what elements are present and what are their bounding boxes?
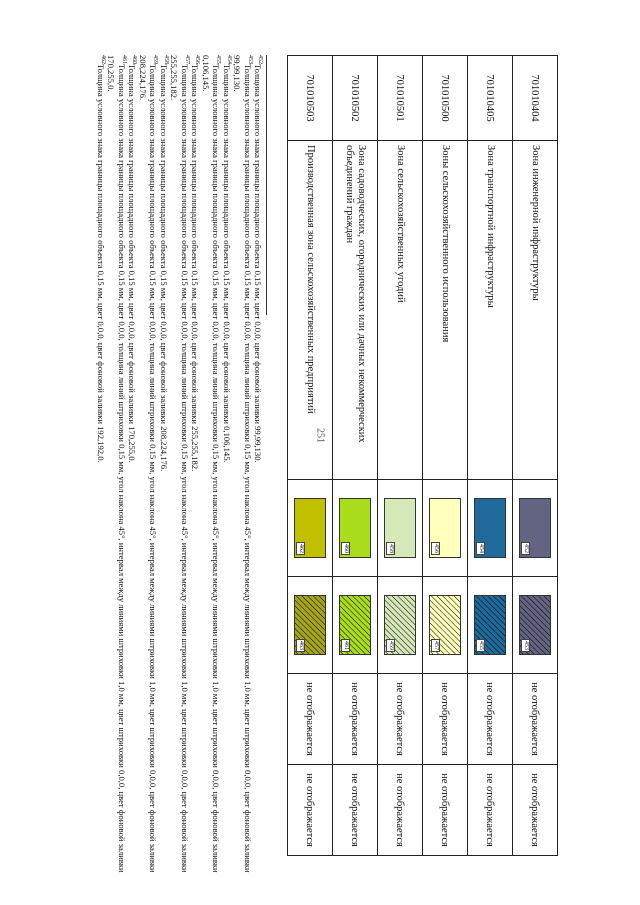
hatch-swatch-cell bbox=[288, 577, 333, 674]
fill-swatch bbox=[384, 498, 416, 558]
footnote-text: Толщина условного знака границы площадного объекта 0,15 мм, цвет 0,0,0, толщина линий штриховки 0,15 мм, угол наклона 45°, интервал между линиями штриховки 1,0 мм, цвет штриховки 0,0,0, цвет фоновой заливки 99,99,130. bbox=[232, 55, 253, 873]
footnote-text: Толщина условного знака границы площадного объекта 0,15 мм, цвет 0,0,0, цвет фоновой заливки 192,192,0. bbox=[95, 64, 106, 463]
footnote-ref: 457 bbox=[433, 641, 439, 650]
table-row bbox=[288, 56, 333, 856]
footnote-number: 454 bbox=[225, 55, 232, 64]
fill-swatch-cell bbox=[513, 480, 558, 577]
footnotes bbox=[95, 55, 263, 875]
table-row bbox=[513, 56, 558, 856]
hatch-swatch bbox=[474, 595, 506, 655]
display-cell-a: не отображается bbox=[423, 674, 468, 765]
footnote-ref: 458 bbox=[388, 544, 394, 553]
fill-swatch-cell bbox=[288, 480, 333, 577]
footnote-text: Толщина условного знака границы площадного объекта 0,15 мм, цвет 0,0,0, толщина линий штриховки 0,15 мм, угол наклона 45°, интервал между линиями штриховки 1,0 мм, цвет штриховки 0,0,0, цвет фоновой заливки 0,106,145. bbox=[200, 55, 222, 873]
hatch-swatch-cell bbox=[468, 577, 513, 674]
footnote bbox=[137, 55, 158, 875]
zone-code: 701010502 bbox=[333, 56, 378, 141]
zone-code: 701010500 bbox=[423, 56, 468, 141]
zone-code: 701010405 bbox=[468, 56, 513, 141]
fill-swatch bbox=[474, 498, 506, 558]
fill-swatch bbox=[429, 498, 461, 558]
fill-swatch bbox=[294, 498, 326, 558]
footnote-text: Толщина условного знака границы площадного объекта 0,15 мм, цвет 0,0,0, толщина линий штриховки 0,15 мм, угол наклона 45°, интервал между линиями штриховки 1,0 мм, цвет штриховки 0,0,0, цвет фоновой заливки 170,255,0. bbox=[106, 55, 127, 873]
display-cell-b: не отображается bbox=[513, 765, 558, 856]
footnote bbox=[158, 55, 168, 875]
display-cell-b: не отображается bbox=[423, 765, 468, 856]
footnote bbox=[95, 55, 105, 875]
footnote-text: Толщина условного знака границы площадного объекта 0,15 мм, цвет 0,0,0, цвет фоновой заливки 99,99,130. bbox=[253, 64, 263, 463]
table-row bbox=[333, 56, 378, 856]
zones-table bbox=[287, 55, 558, 856]
display-cell-b: не отображается bbox=[333, 765, 378, 856]
footnote-text: Толщина условного знака границы площадного объекта 0,15 мм, цвет 0,0,0, цвет фоновой заливки 208,224,176. bbox=[158, 64, 169, 472]
display-cell-b: не отображается bbox=[288, 765, 333, 856]
footnote-ref: 455 bbox=[478, 641, 484, 650]
zone-name: Зоны сельскохозяйственного использования bbox=[423, 141, 468, 480]
footnote-separator bbox=[266, 55, 267, 315]
footnote-number: 461 bbox=[120, 55, 127, 64]
hatch-swatch bbox=[294, 595, 326, 655]
hatch-swatch-cell bbox=[333, 577, 378, 674]
display-cell-a: не отображается bbox=[378, 674, 423, 765]
footnote-ref: 452 bbox=[523, 544, 529, 553]
footnote-ref: 462 bbox=[298, 544, 304, 553]
hatch-swatch bbox=[429, 595, 461, 655]
footnote-number: 458 bbox=[162, 55, 169, 64]
hatch-swatch-cell bbox=[513, 577, 558, 674]
footnote-number: 456 bbox=[193, 55, 200, 64]
hatch-swatch bbox=[339, 595, 371, 655]
footnote bbox=[200, 55, 221, 875]
footnote-ref: 461 bbox=[343, 641, 349, 650]
footnote-text: Толщина условного знака границы площадного объекта 0,15 мм, цвет 0,0,0, цвет фоновой заливки 170,255,0. bbox=[127, 64, 138, 463]
footnote bbox=[221, 55, 231, 875]
footnote bbox=[169, 55, 190, 875]
hatch-swatch bbox=[519, 595, 551, 655]
fill-swatch bbox=[339, 498, 371, 558]
footnote bbox=[190, 55, 200, 875]
footnote-ref: 460 bbox=[343, 544, 349, 553]
footnote-ref: 459 bbox=[388, 641, 394, 650]
footnote-number: 460 bbox=[131, 55, 138, 64]
footnote-text: Толщина условного знака границы площадного объекта 0,15 мм, цвет 0,0,0, цвет фоновой заливки 0,106,145. bbox=[221, 64, 232, 463]
footnote-ref: 453 bbox=[523, 641, 529, 650]
zone-code: 701010503 bbox=[288, 56, 333, 141]
zone-name: Зона инженерной инфраструктуры bbox=[513, 141, 558, 480]
footnote-ref: 454 bbox=[478, 544, 484, 553]
zone-code: 701010501 bbox=[378, 56, 423, 141]
footnote-number: 462 bbox=[99, 55, 106, 64]
footnote-number: 459 bbox=[152, 55, 159, 64]
footnote bbox=[106, 55, 127, 875]
display-cell-a: не отображается bbox=[288, 674, 333, 765]
footnote-number: 455 bbox=[214, 55, 221, 64]
footnote bbox=[253, 55, 263, 875]
hatch-swatch-cell bbox=[423, 577, 468, 674]
footnote-text: Толщина условного знака границы площадного объекта 0,15 мм, цвет 0,0,0, толщина линий штриховки 0,15 мм, угол наклона 45°, интервал между линиями штриховки 1,0 мм, цвет штриховки 0,0,0, цвет фоновой заливки 208,224,176. bbox=[137, 55, 159, 873]
table-row bbox=[423, 56, 468, 856]
fill-swatch-cell bbox=[333, 480, 378, 577]
hatch-swatch bbox=[384, 595, 416, 655]
footnote bbox=[232, 55, 253, 875]
fill-swatch-cell bbox=[468, 480, 513, 577]
footnote bbox=[127, 55, 137, 875]
footnote-number: 453 bbox=[246, 55, 253, 64]
footnote-text: Толщина условного знака границы площадного объекта 0,15 мм, цвет 0,0,0, толщина линий штриховки 0,15 мм, угол наклона 45°, интервал между линиями штриховки 1,0 мм, цвет штриховки 0,0,0, цвет фоновой заливки 255,255,182. bbox=[169, 55, 190, 873]
display-cell-b: не отображается bbox=[468, 765, 513, 856]
table-row bbox=[378, 56, 423, 856]
page-number: 251 bbox=[314, 428, 326, 443]
footnote-number: 452 bbox=[256, 55, 263, 64]
zone-code: 701010404 bbox=[513, 56, 558, 141]
zone-name: Зона транспортной инфраструктуры bbox=[468, 141, 513, 480]
display-cell-b: не отображается bbox=[378, 765, 423, 856]
display-cell-a: не отображается bbox=[468, 674, 513, 765]
footnote-ref: 463 bbox=[298, 641, 304, 650]
footnote-ref: 456 bbox=[433, 544, 439, 553]
zone-name: Зона садоводческих, огороднических или дачных некоммерческих объединений граждан bbox=[333, 141, 378, 480]
display-cell-a: не отображается bbox=[513, 674, 558, 765]
hatch-swatch-cell bbox=[378, 577, 423, 674]
footnote-text: Толщина условного знака границы площадного объекта 0,15 мм, цвет 0,0,0, цвет фоновой заливки 255,255,182. bbox=[190, 64, 201, 472]
fill-swatch-cell bbox=[423, 480, 468, 577]
table-row bbox=[468, 56, 513, 856]
zone-name: Зона сельскохозяйственных угодий bbox=[378, 141, 423, 480]
display-cell-a: не отображается bbox=[333, 674, 378, 765]
footnote-number: 457 bbox=[183, 55, 190, 64]
zone-name: Производственная зона сельскохозяйственных предприятий bbox=[288, 141, 333, 480]
fill-swatch bbox=[519, 498, 551, 558]
fill-swatch-cell bbox=[378, 480, 423, 577]
